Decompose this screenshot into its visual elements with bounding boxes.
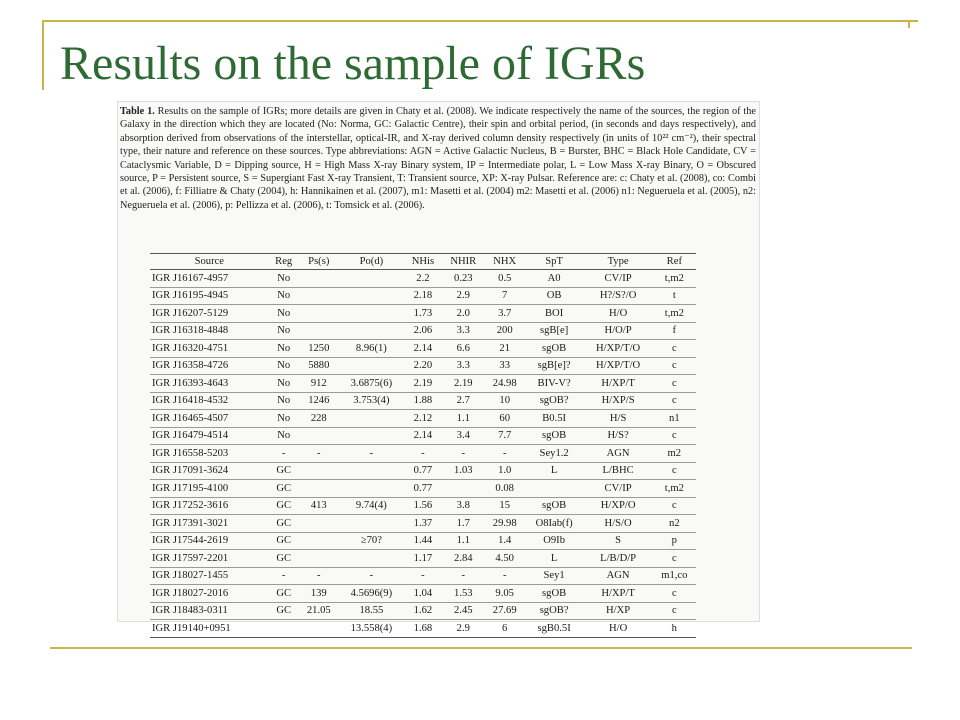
cell-reg: No — [269, 375, 299, 393]
cell-type: L/BHC — [584, 462, 653, 480]
cell-spin-period — [299, 462, 339, 480]
cell-ref: n2 — [653, 515, 696, 533]
cell-ref: c — [653, 357, 696, 375]
table-row — [150, 392, 696, 410]
cell-nh-ir: 2.9 — [442, 620, 485, 638]
cell-reg: No — [269, 322, 299, 340]
cell-nh-x: 60 — [485, 410, 525, 428]
cell-type: AGN — [584, 445, 653, 463]
cell-orbital-period: ≥70? — [339, 532, 404, 550]
cell-orbital-period: 18.55 — [339, 602, 404, 620]
cell-nh-x: 24.98 — [485, 375, 525, 393]
cell-nh-x: 0.08 — [485, 480, 525, 498]
col-nh-is: NHis — [404, 254, 442, 270]
cell-nh-x: 27.69 — [485, 602, 525, 620]
cell-spin-period: 413 — [299, 497, 339, 515]
cell-nh-x: 6 — [485, 620, 525, 638]
cell-nh-ir: 2.9 — [442, 287, 485, 305]
cell-nh-ir: 2.45 — [442, 602, 485, 620]
table-row — [150, 340, 696, 358]
table-caption — [120, 105, 756, 212]
cell-orbital-period — [339, 515, 404, 533]
cell-sptype: sgOB — [525, 427, 584, 445]
cell-orbital-period: 3.753(4) — [339, 392, 404, 410]
cell-reg: GC — [269, 602, 299, 620]
cell-orbital-period: - — [339, 567, 404, 585]
title-right-tick — [908, 20, 910, 28]
cell-reg: No — [269, 357, 299, 375]
cell-source: IGR J18027-1455 — [150, 567, 269, 585]
table-row — [150, 620, 696, 638]
cell-nh-is: 2.2 — [404, 270, 442, 288]
cell-type: CV/IP — [584, 480, 653, 498]
cell-sptype: sgOB — [525, 497, 584, 515]
cell-nh-is: 1.88 — [404, 392, 442, 410]
table-row — [150, 515, 696, 533]
cell-nh-ir — [442, 480, 485, 498]
cell-nh-x: 200 — [485, 322, 525, 340]
col-type: Type — [584, 254, 653, 270]
cell-nh-is: 0.77 — [404, 480, 442, 498]
table-row — [150, 602, 696, 620]
cell-sptype: O9Ib — [525, 532, 584, 550]
cell-sptype: sgB[e] — [525, 322, 584, 340]
cell-nh-ir: 2.19 — [442, 375, 485, 393]
cell-ref: c — [653, 497, 696, 515]
cell-ref: c — [653, 585, 696, 603]
cell-source: IGR J16465-4507 — [150, 410, 269, 428]
slide-title: Results on the sample of IGRs — [60, 37, 646, 90]
cell-source: IGR J17544-2619 — [150, 532, 269, 550]
cell-ref: t,m2 — [653, 480, 696, 498]
cell-ref: c — [653, 392, 696, 410]
cell-source: IGR J18027-2016 — [150, 585, 269, 603]
cell-nh-x: - — [485, 567, 525, 585]
cell-source: IGR J19140+0951 — [150, 620, 269, 638]
cell-sptype: A0 — [525, 270, 584, 288]
cell-orbital-period — [339, 462, 404, 480]
cell-spin-period: 5880 — [299, 357, 339, 375]
table-row — [150, 567, 696, 585]
cell-reg: GC — [269, 585, 299, 603]
table-row — [150, 322, 696, 340]
cell-source: IGR J16167-4957 — [150, 270, 269, 288]
cell-orbital-period: 13.558(4) — [339, 620, 404, 638]
cell-nh-ir: 2.0 — [442, 305, 485, 323]
title-top-rule — [42, 20, 918, 22]
cell-type: H/XP/T/O — [584, 357, 653, 375]
cell-nh-x: 7.7 — [485, 427, 525, 445]
col-source: Source — [150, 254, 269, 270]
cell-source: IGR J17391-3021 — [150, 515, 269, 533]
cell-source: IGR J16318-4848 — [150, 322, 269, 340]
table-row — [150, 287, 696, 305]
cell-type: L/B/D/P — [584, 550, 653, 568]
table-row — [150, 497, 696, 515]
cell-reg: GC — [269, 550, 299, 568]
cell-source: IGR J17597-2201 — [150, 550, 269, 568]
cell-reg: No — [269, 392, 299, 410]
cell-nh-x: 7 — [485, 287, 525, 305]
cell-sptype: Sey1 — [525, 567, 584, 585]
cell-source: IGR J16320-4751 — [150, 340, 269, 358]
cell-nh-is: 2.14 — [404, 340, 442, 358]
cell-nh-ir: 2.7 — [442, 392, 485, 410]
cell-nh-ir: 3.3 — [442, 322, 485, 340]
cell-reg: No — [269, 305, 299, 323]
cell-nh-ir: 6.6 — [442, 340, 485, 358]
cell-source: IGR J17195-4100 — [150, 480, 269, 498]
cell-orbital-period: 4.5696(9) — [339, 585, 404, 603]
cell-reg: GC — [269, 532, 299, 550]
cell-nh-is: 2.20 — [404, 357, 442, 375]
cell-nh-ir: 3.8 — [442, 497, 485, 515]
cell-type: S — [584, 532, 653, 550]
cell-nh-ir: 1.1 — [442, 410, 485, 428]
cell-nh-ir: 1.03 — [442, 462, 485, 480]
cell-orbital-period — [339, 270, 404, 288]
cell-nh-ir: 3.3 — [442, 357, 485, 375]
cell-spin-period: - — [299, 445, 339, 463]
cell-ref: c — [653, 462, 696, 480]
table-row — [150, 480, 696, 498]
cell-nh-is: 1.37 — [404, 515, 442, 533]
title-left-rule — [42, 20, 44, 90]
cell-orbital-period: - — [339, 445, 404, 463]
cell-reg: No — [269, 427, 299, 445]
cell-type: H/S — [584, 410, 653, 428]
cell-sptype: sgOB? — [525, 392, 584, 410]
cell-spin-period: 228 — [299, 410, 339, 428]
table-row — [150, 410, 696, 428]
caption-label: Table 1. — [120, 106, 155, 117]
cell-nh-is: 1.44 — [404, 532, 442, 550]
cell-sptype: sgB[e]? — [525, 357, 584, 375]
cell-nh-ir: 1.1 — [442, 532, 485, 550]
cell-type: H/XP/T — [584, 375, 653, 393]
cell-nh-is: 2.06 — [404, 322, 442, 340]
cell-source: IGR J18483-0311 — [150, 602, 269, 620]
cell-sptype: L — [525, 550, 584, 568]
cell-type: H/XP/T — [584, 585, 653, 603]
cell-nh-is: 2.12 — [404, 410, 442, 428]
cell-reg: - — [269, 567, 299, 585]
table-row — [150, 532, 696, 550]
cell-sptype — [525, 480, 584, 498]
igr-results-table — [150, 253, 696, 638]
cell-ref: t,m2 — [653, 305, 696, 323]
cell-orbital-period — [339, 357, 404, 375]
cell-spin-period: 21.05 — [299, 602, 339, 620]
cell-type: H/XP — [584, 602, 653, 620]
cell-sptype: sgB0.5I — [525, 620, 584, 638]
cell-ref: n1 — [653, 410, 696, 428]
cell-type: H?/S?/O — [584, 287, 653, 305]
cell-nh-x: 1.4 — [485, 532, 525, 550]
cell-nh-is: 1.62 — [404, 602, 442, 620]
cell-type: H/XP/O — [584, 497, 653, 515]
col-sptype: SpT — [525, 254, 584, 270]
cell-spin-period: 912 — [299, 375, 339, 393]
cell-ref: c — [653, 375, 696, 393]
cell-orbital-period: 8.96(1) — [339, 340, 404, 358]
cell-reg: No — [269, 410, 299, 428]
cell-spin-period — [299, 287, 339, 305]
cell-source: IGR J16358-4726 — [150, 357, 269, 375]
cell-ref: t,m2 — [653, 270, 696, 288]
col-reg: Reg — [269, 254, 299, 270]
cell-spin-period: - — [299, 567, 339, 585]
table-row — [150, 270, 696, 288]
cell-nh-x: 29.98 — [485, 515, 525, 533]
cell-sptype: sgOB — [525, 340, 584, 358]
cell-source: IGR J16418-4532 — [150, 392, 269, 410]
cell-nh-x: 3.7 — [485, 305, 525, 323]
col-nh-ir: NHIR — [442, 254, 485, 270]
cell-nh-ir: 0.23 — [442, 270, 485, 288]
table-row — [150, 445, 696, 463]
cell-type: H/S? — [584, 427, 653, 445]
cell-orbital-period — [339, 480, 404, 498]
cell-ref: t — [653, 287, 696, 305]
cell-spin-period — [299, 532, 339, 550]
cell-reg: - — [269, 445, 299, 463]
cell-nh-x: 15 — [485, 497, 525, 515]
cell-sptype: OB — [525, 287, 584, 305]
cell-type: H/XP/T/O — [584, 340, 653, 358]
table-header-row — [150, 254, 696, 270]
cell-source: IGR J16558-5203 — [150, 445, 269, 463]
cell-source: IGR J16195-4945 — [150, 287, 269, 305]
cell-source: IGR J17091-3624 — [150, 462, 269, 480]
cell-nh-is: - — [404, 567, 442, 585]
cell-ref: c — [653, 602, 696, 620]
cell-ref: c — [653, 550, 696, 568]
cell-type: H/XP/S — [584, 392, 653, 410]
cell-nh-is: 2.14 — [404, 427, 442, 445]
cell-orbital-period — [339, 287, 404, 305]
cell-sptype: L — [525, 462, 584, 480]
cell-sptype: Sey1.2 — [525, 445, 584, 463]
cell-reg: No — [269, 270, 299, 288]
cell-sptype: BIV-V? — [525, 375, 584, 393]
cell-nh-is: 1.56 — [404, 497, 442, 515]
cell-reg: GC — [269, 497, 299, 515]
table-row — [150, 462, 696, 480]
cell-ref: m1,co — [653, 567, 696, 585]
cell-spin-period — [299, 305, 339, 323]
col-ref: Ref — [653, 254, 696, 270]
cell-nh-is: 2.19 — [404, 375, 442, 393]
table-row — [150, 357, 696, 375]
table-row — [150, 550, 696, 568]
cell-reg: No — [269, 340, 299, 358]
cell-spin-period — [299, 550, 339, 568]
cell-nh-x: 9.05 — [485, 585, 525, 603]
cell-orbital-period — [339, 410, 404, 428]
cell-sptype: O8Iab(f) — [525, 515, 584, 533]
cell-type: AGN — [584, 567, 653, 585]
cell-nh-x: 10 — [485, 392, 525, 410]
cell-ref: p — [653, 532, 696, 550]
cell-nh-is: 1.68 — [404, 620, 442, 638]
cell-type: H/S/O — [584, 515, 653, 533]
cell-sptype: B0.5I — [525, 410, 584, 428]
table-row — [150, 305, 696, 323]
table-row — [150, 585, 696, 603]
cell-spin-period — [299, 322, 339, 340]
cell-nh-x: 0.5 — [485, 270, 525, 288]
cell-orbital-period — [339, 427, 404, 445]
cell-spin-period: 1246 — [299, 392, 339, 410]
cell-nh-is: 1.04 — [404, 585, 442, 603]
table-row — [150, 427, 696, 445]
cell-ref: f — [653, 322, 696, 340]
cell-source: IGR J17252-3616 — [150, 497, 269, 515]
cell-orbital-period — [339, 322, 404, 340]
table-body — [150, 270, 696, 638]
cell-spin-period — [299, 515, 339, 533]
cell-type: H/O — [584, 305, 653, 323]
caption-text: Results on the sample of IGRs; more details are given in Chaty et al. (2008). We indicate respectively the name of the sources, the region of the Galaxy in the direction which they are located (No: Norma, GC: Galactic Centre), their spin and orbital period, (in seconds and days respectively), and absorption derived from observations of the interstellar, optical-IR, and X-ray derived column density respectively (in units of 10²² cm⁻²), their spectral type, their nature and reference on these sources. Type abbreviations: AGN = Active Galactic Nucleus, B = Burster, BHC = Black Hole Candidate, CV = Cataclysmic Variable, D = Dipping source, H = High Mass X-ray Binary system, IP = Intermediate polar, L = Low Mass X-ray Binary, O = Obscured source, P = Persistent source, S = Supergiant Fast X-ray Transient, T: Transient source, XP: X-ray Pulsar. Reference are: c: Chaty et al. (2008), co: Combi et al. (2006), f: Filliatre & Chaty (2004), h: Hannikainen et al. (2007), m1: Masetti et al. (2004) m2: Masetti et al. (2006) n1: Negueruela et al. (2005), n2: Negueruela et al. (2006), p: Pellizza et al. (2006), t: Tomsick et al. (2006). — [120, 106, 757, 211]
cell-sptype: sgOB — [525, 585, 584, 603]
col-nh-x: NHX — [485, 254, 525, 270]
cell-nh-ir: 1.53 — [442, 585, 485, 603]
cell-nh-is: 1.73 — [404, 305, 442, 323]
footer-rule — [50, 647, 912, 649]
cell-spin-period — [299, 270, 339, 288]
cell-spin-period — [299, 620, 339, 638]
cell-source: IGR J16207-5129 — [150, 305, 269, 323]
cell-ref: m2 — [653, 445, 696, 463]
cell-nh-is: 1.17 — [404, 550, 442, 568]
cell-ref: h — [653, 620, 696, 638]
cell-ref: c — [653, 427, 696, 445]
cell-ref: c — [653, 340, 696, 358]
cell-nh-ir: - — [442, 567, 485, 585]
cell-nh-x: 21 — [485, 340, 525, 358]
cell-reg: GC — [269, 462, 299, 480]
cell-reg: GC — [269, 480, 299, 498]
cell-spin-period — [299, 480, 339, 498]
cell-orbital-period: 3.6875(6) — [339, 375, 404, 393]
cell-nh-ir: 2.84 — [442, 550, 485, 568]
cell-sptype: BOI — [525, 305, 584, 323]
cell-source: IGR J16479-4514 — [150, 427, 269, 445]
cell-orbital-period — [339, 550, 404, 568]
cell-nh-x: - — [485, 445, 525, 463]
cell-type: H/O — [584, 620, 653, 638]
cell-nh-is: 2.18 — [404, 287, 442, 305]
cell-type: CV/IP — [584, 270, 653, 288]
col-spin-period: Ps(s) — [299, 254, 339, 270]
cell-orbital-period: 9.74(4) — [339, 497, 404, 515]
cell-type: H/O/P — [584, 322, 653, 340]
cell-orbital-period — [339, 305, 404, 323]
table-row — [150, 375, 696, 393]
cell-source: IGR J16393-4643 — [150, 375, 269, 393]
cell-reg: GC — [269, 515, 299, 533]
cell-nh-ir: 3.4 — [442, 427, 485, 445]
cell-spin-period: 1250 — [299, 340, 339, 358]
cell-reg — [269, 620, 299, 638]
cell-nh-is: 0.77 — [404, 462, 442, 480]
cell-sptype: sgOB? — [525, 602, 584, 620]
cell-reg: No — [269, 287, 299, 305]
cell-nh-ir: - — [442, 445, 485, 463]
col-orbital-period: Po(d) — [339, 254, 404, 270]
cell-nh-x: 33 — [485, 357, 525, 375]
cell-spin-period: 139 — [299, 585, 339, 603]
cell-nh-ir: 1.7 — [442, 515, 485, 533]
cell-spin-period — [299, 427, 339, 445]
cell-nh-x: 1.0 — [485, 462, 525, 480]
cell-nh-x: 4.50 — [485, 550, 525, 568]
cell-nh-is: - — [404, 445, 442, 463]
